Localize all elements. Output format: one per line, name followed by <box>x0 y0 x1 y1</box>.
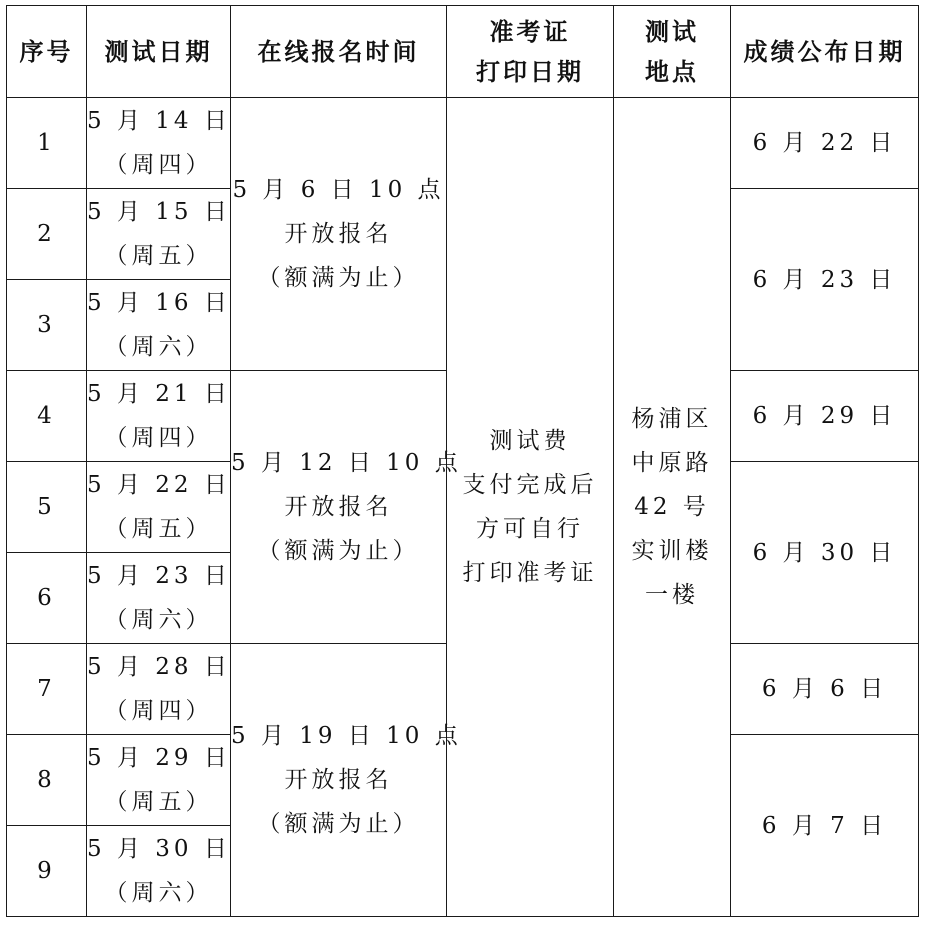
admission-print-cell: 测试费 支付完成后 方可自行 打印准考证 <box>447 98 614 917</box>
test-date: 5 月 16 日 <box>87 290 231 316</box>
test-date-cell <box>87 735 231 826</box>
weekday: （周四） <box>104 152 213 178</box>
registration-note: （额满为止） <box>257 538 420 564</box>
registration-note: （额满为止） <box>257 265 420 291</box>
test-date-cell <box>87 462 231 553</box>
weekday: （周五） <box>104 516 213 542</box>
test-date-cell <box>87 826 231 917</box>
weekday: （周六） <box>104 880 213 906</box>
results-date-cell: 6 月 30 日 <box>731 462 919 644</box>
registration-open-time: 5 月 19 日 10 点 <box>231 723 462 749</box>
seq-cell: 1 <box>7 98 87 189</box>
header-row <box>7 6 919 98</box>
weekday: （周六） <box>104 607 213 633</box>
header-registration-time: 在线报名时间 <box>231 6 447 98</box>
test-date: 5 月 23 日 <box>87 563 231 589</box>
registration-open-time: 5 月 12 日 10 点 <box>231 450 462 476</box>
test-date: 5 月 14 日 <box>87 108 231 134</box>
registration-open-time: 5 月 6 日 10 点 <box>232 177 445 203</box>
header-test-date: 测试日期 <box>87 6 231 98</box>
seq-cell: 2 <box>7 189 87 280</box>
test-date-cell <box>87 371 231 462</box>
header-results-date: 成绩公布日期 <box>731 6 919 98</box>
exam-schedule-table <box>6 5 919 917</box>
test-date: 5 月 30 日 <box>87 836 231 862</box>
registration-action: 开放报名 <box>284 494 393 520</box>
seq-cell: 5 <box>7 462 87 553</box>
location-cell: 杨浦区 中原路 42 号 实训楼 一楼 <box>614 98 731 917</box>
header-admission-print-date: 准考证 打印日期 <box>447 6 614 98</box>
header-seq: 序号 <box>7 6 87 98</box>
registration-cell <box>231 371 462 644</box>
test-date: 5 月 21 日 <box>87 381 231 407</box>
weekday: （周四） <box>104 425 213 451</box>
weekday: （周五） <box>104 243 213 269</box>
test-date: 5 月 22 日 <box>87 472 231 498</box>
test-date-cell <box>87 189 231 280</box>
test-date: 5 月 28 日 <box>87 654 231 680</box>
registration-action: 开放报名 <box>284 221 393 247</box>
results-date-cell: 6 月 6 日 <box>731 644 919 735</box>
seq-cell: 8 <box>7 735 87 826</box>
registration-action: 开放报名 <box>284 767 393 793</box>
seq-cell: 9 <box>7 826 87 917</box>
table-row <box>7 98 919 189</box>
registration-cell <box>231 644 462 917</box>
test-date: 5 月 29 日 <box>87 745 231 771</box>
results-date-cell: 6 月 7 日 <box>731 735 919 917</box>
seq-cell: 3 <box>7 280 87 371</box>
seq-cell: 6 <box>7 553 87 644</box>
test-date-cell <box>87 98 231 189</box>
registration-note: （额满为止） <box>257 811 420 837</box>
test-date-cell <box>87 280 231 371</box>
seq-cell: 4 <box>7 371 87 462</box>
results-date-cell: 6 月 23 日 <box>731 189 919 371</box>
seq-cell: 7 <box>7 644 87 735</box>
header-test-location: 测试 地点 <box>614 6 731 98</box>
results-date-cell: 6 月 29 日 <box>731 371 919 462</box>
registration-cell <box>231 98 447 371</box>
weekday: （周五） <box>104 789 213 815</box>
weekday: （周四） <box>104 698 213 724</box>
test-date-cell <box>87 644 231 735</box>
test-date: 5 月 15 日 <box>87 199 231 225</box>
test-date-cell <box>87 553 231 644</box>
weekday: （周六） <box>104 334 213 360</box>
results-date-cell: 6 月 22 日 <box>731 98 919 189</box>
